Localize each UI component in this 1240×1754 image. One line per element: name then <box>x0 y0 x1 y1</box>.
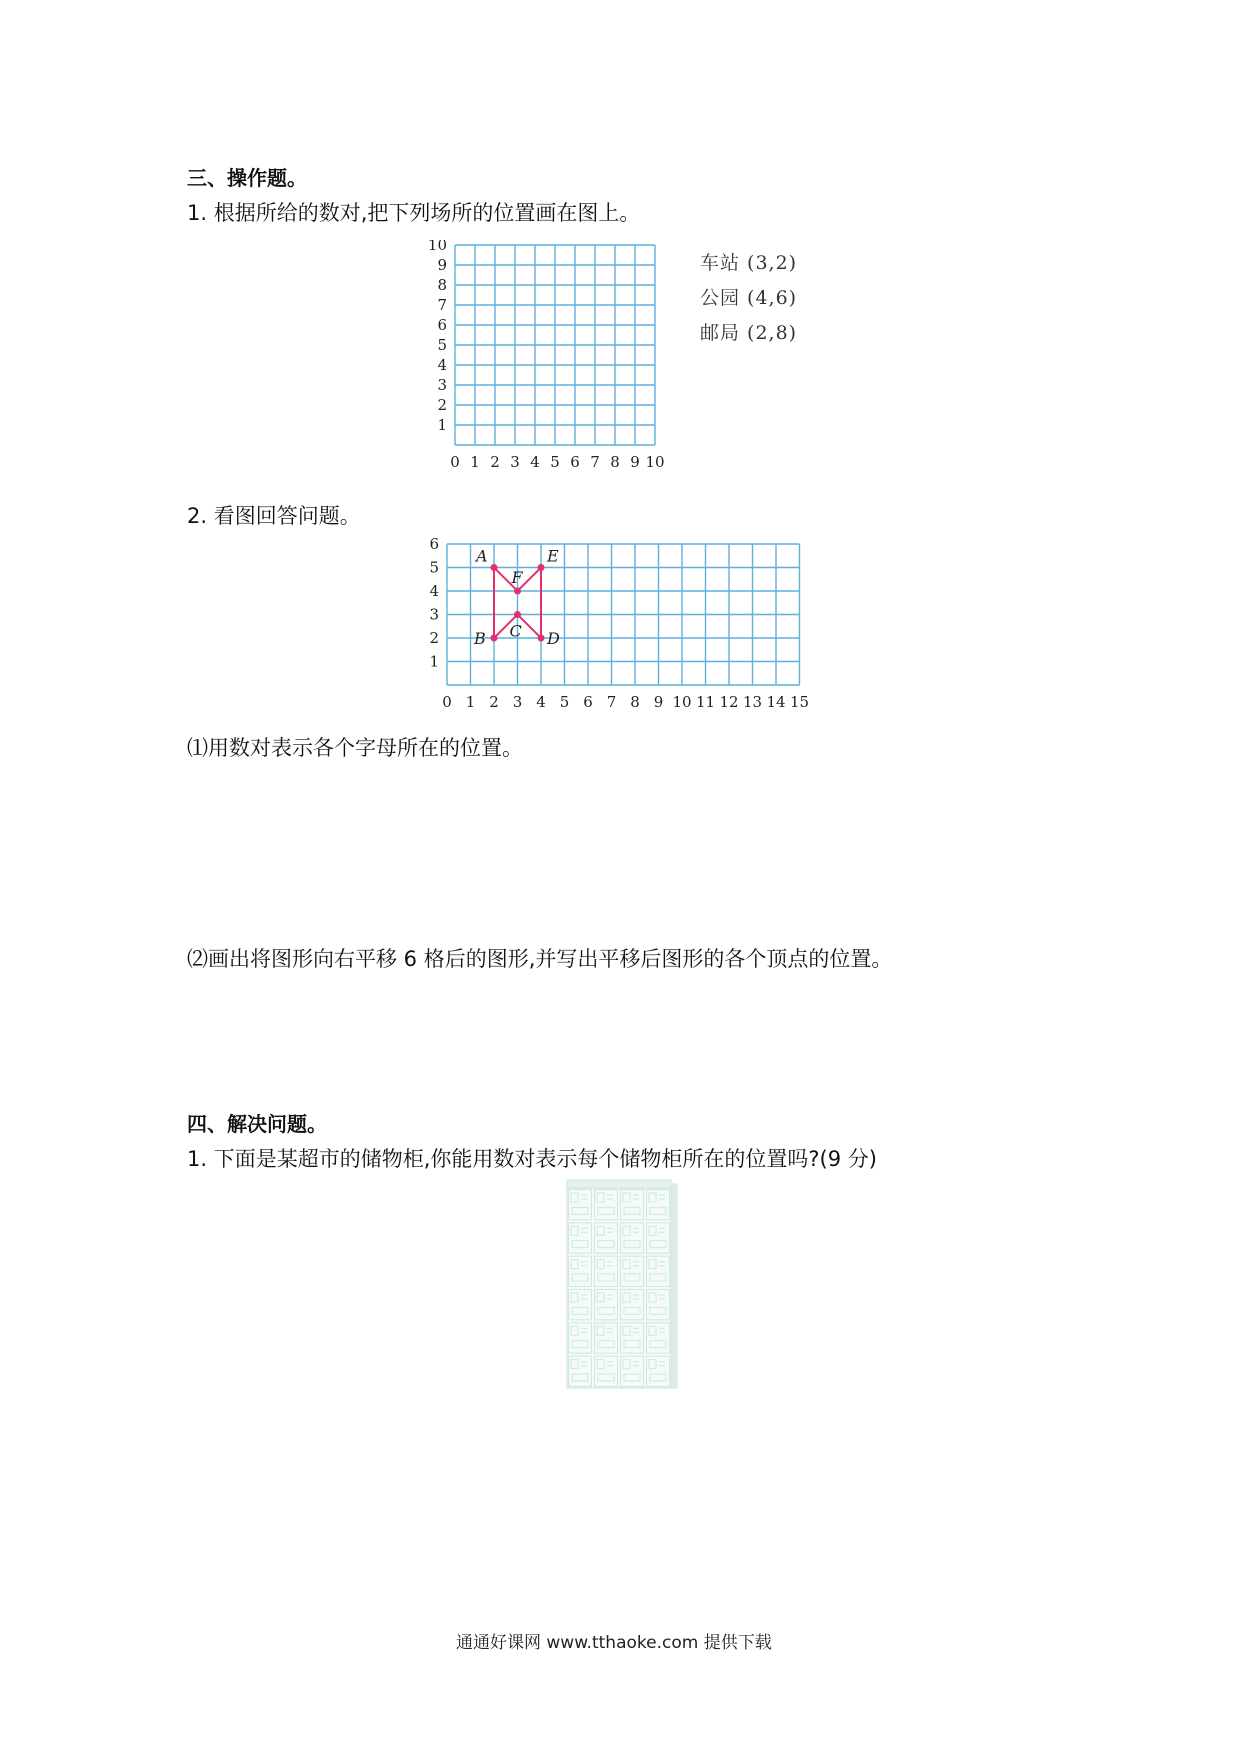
x-tick-label: 5 <box>550 453 560 471</box>
footer-text: 通通好课网 www.tthaoke.com 提供下载 <box>456 1633 772 1653</box>
x-tick-label: 2 <box>490 453 500 471</box>
y-tick-label: 1 <box>437 416 447 434</box>
y-tick-label: 8 <box>437 276 447 294</box>
locker-side <box>671 1184 677 1388</box>
point-B <box>491 635 498 642</box>
y-tick-label: 6 <box>437 316 447 334</box>
x-tick-label: 12 <box>719 693 739 711</box>
locker-top <box>567 1180 671 1188</box>
y-tick-label: 7 <box>437 296 447 314</box>
y-tick-label: 3 <box>437 376 447 394</box>
y-tick-label: 2 <box>437 396 447 414</box>
x-tick-label: 0 <box>450 453 460 471</box>
chart-shape-grid <box>425 535 825 715</box>
x-tick-label: 13 <box>742 693 763 711</box>
place-park: 公园 (4,6) <box>700 287 798 309</box>
locker-body <box>567 1188 671 1388</box>
x-tick-label: 5 <box>559 693 570 711</box>
x-tick-label: 7 <box>606 693 617 711</box>
y-tick-label: 10 <box>427 240 447 254</box>
x-tick-label: 2 <box>489 693 499 711</box>
x-tick-label: 10 <box>645 453 665 471</box>
x-tick-label: 4 <box>536 693 546 711</box>
x-tick-label: 6 <box>583 693 593 711</box>
x-tick-label: 11 <box>695 693 716 711</box>
point-D <box>538 635 545 642</box>
point-A <box>491 564 498 571</box>
y-tick-label: 9 <box>437 256 447 274</box>
x-tick-label: 9 <box>630 453 640 471</box>
x-tick-label: 7 <box>590 453 600 471</box>
x-tick-label: 1 <box>470 453 480 471</box>
y-tick-label: 1 <box>429 652 439 671</box>
y-tick-label: 3 <box>429 605 439 624</box>
x-tick-label: 1 <box>465 693 476 711</box>
point-C <box>514 611 521 618</box>
point-label-A: A <box>476 546 488 566</box>
point-E <box>538 564 545 571</box>
point-F <box>514 588 521 595</box>
x-tick-label: 15 <box>789 693 810 711</box>
q2-sub2: ⑵画出将图形向右平移 6 格后的图形,并写出平移后图形的各个顶点的位置。 <box>187 947 893 971</box>
locker-cabinet-image <box>563 1178 683 1393</box>
point-label-D: D <box>547 629 560 648</box>
place-station: 车站 (3,2) <box>700 252 798 274</box>
q2-sub1: ⑴用数对表示各个字母所在的位置。 <box>187 736 523 760</box>
x-tick-label: 14 <box>766 693 786 711</box>
point-label-B: B <box>474 629 486 648</box>
s4-q1-prompt: 1. 下面是某超市的储物柜,你能用数对表示每个储物柜所在的位置吗?(9 分) <box>187 1147 877 1171</box>
x-tick-label: 0 <box>442 693 452 711</box>
x-tick-label: 8 <box>610 453 620 471</box>
point-label-F: F <box>511 568 523 587</box>
x-tick-label: 6 <box>570 453 580 471</box>
q1-prompt: 1. 根据所给的数对,把下列场所的位置画在图上。 <box>187 201 641 225</box>
x-tick-label: 9 <box>653 693 664 711</box>
chart-grid-10x10 <box>420 240 680 480</box>
x-tick-label: 10 <box>672 693 692 711</box>
place-post-office: 邮局 (2,8) <box>700 322 798 344</box>
x-tick-label: 4 <box>530 453 540 471</box>
point-label-E: E <box>547 546 559 566</box>
y-tick-label: 2 <box>429 629 439 647</box>
y-tick-label: 5 <box>437 336 447 354</box>
section3-heading: 三、操作题。 <box>187 166 307 190</box>
x-tick-label: 3 <box>510 453 520 471</box>
section4-heading: 四、解决问题。 <box>187 1112 327 1136</box>
x-tick-label: 3 <box>512 693 523 711</box>
y-tick-label: 4 <box>437 356 447 374</box>
x-tick-label: 8 <box>630 693 640 711</box>
y-tick-label: 6 <box>429 535 439 553</box>
y-tick-label: 4 <box>429 582 439 600</box>
y-tick-label: 5 <box>429 558 439 577</box>
q2-prompt: 2. 看图回答问题。 <box>187 504 361 528</box>
point-label-C: C <box>509 621 522 641</box>
